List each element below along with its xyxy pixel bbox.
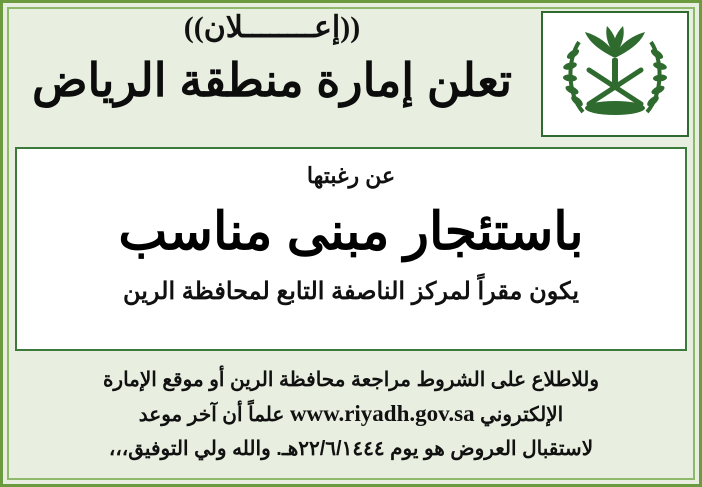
footer-line-2-prefix: الإلكتروني <box>480 404 564 426</box>
announcement-body-box <box>15 147 687 351</box>
saudi-riyadh-emirate-emblem-icon <box>559 20 671 128</box>
footer-line-2-suffix: علماً أن آخر موعد <box>138 404 285 426</box>
wish-line: عن رغبتها <box>306 163 396 188</box>
headline: باستئجار مبنى مناسب <box>118 203 584 261</box>
announcement-label: ((إعــــــــلان)) <box>183 11 361 44</box>
emblem-container <box>541 11 689 137</box>
website-url[interactable]: www.riyadh.gov.sa <box>289 401 475 426</box>
footer-line-1: وللاطلاع على الشروط مراجعة محافظة الرين أو موقع الإمارة <box>102 369 600 391</box>
header-text-block <box>15 9 529 110</box>
footer-details <box>19 359 683 472</box>
page-title: تعلن إمارة منطقة الرياض <box>31 54 513 106</box>
footer-line-2 <box>19 396 683 432</box>
purpose-line: يكون مقراً لمركز الناصفة التابع لمحافظة الرين <box>122 277 580 305</box>
footer-line-3: لاستقبال العروض هو يوم ٢٢/٦/١٤٤٤هـ. والله ولي التوفيق،،، <box>108 437 594 460</box>
header <box>3 3 699 143</box>
